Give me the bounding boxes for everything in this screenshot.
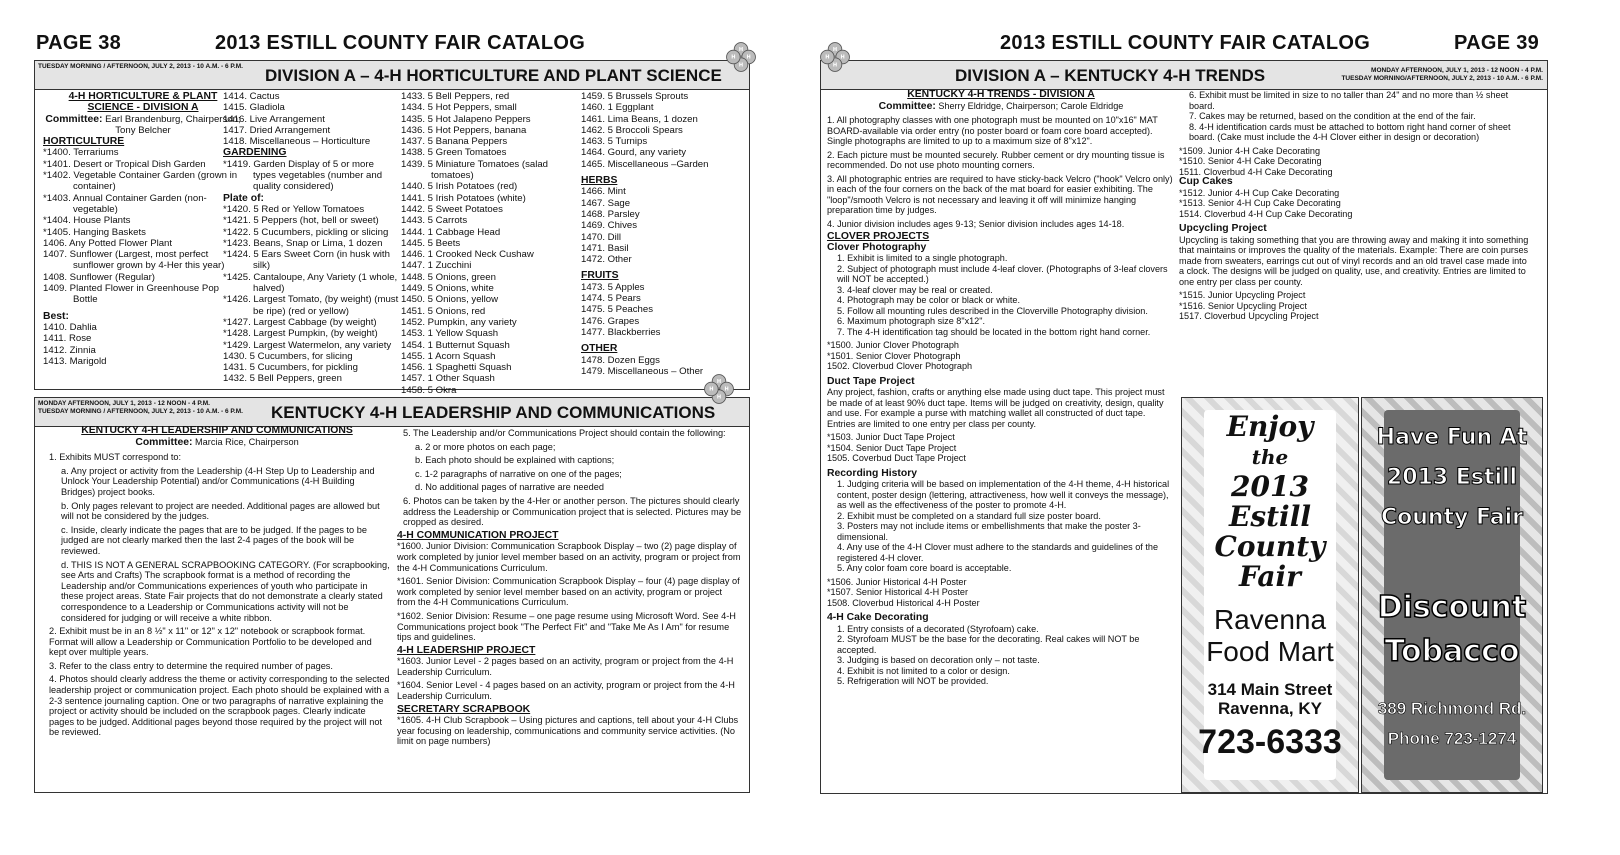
rule-text: 3. Refer to the class entry to determine the required number of pages. xyxy=(49,660,333,671)
trends-column-2 xyxy=(1179,90,1531,322)
class-entry: 1434. 5 Hot Peppers, small xyxy=(401,102,517,114)
column-heading: KENTUCKY 4-H LEADERSHIP AND COMMUNICATIONS xyxy=(81,425,353,436)
rule-text: 5. Refrigeration will NOT be provided. xyxy=(837,676,989,686)
svg-text:H: H xyxy=(832,62,838,69)
schedule-text: MONDAY AFTERNOON, JULY 1, 2013 - 12 NOON - 4 P.M. TUESDAY MORNING/AFTERNOON, JULY 2, 2013 - 10 A.M. - 6 P.M. xyxy=(1341,67,1543,82)
class-entry: 1477. Blackberries xyxy=(581,326,661,338)
class-entry: 1454. 1 Butternut Squash xyxy=(401,339,510,351)
class-list xyxy=(827,340,1175,372)
subheading: Upcycling Project xyxy=(1179,223,1267,234)
rule-text: 7. Cakes may be returned, based on the condition at the end of the fair. xyxy=(1189,111,1476,121)
rule-text: 2. Exhibit must be in an 8 ½" x 11" or 12" x 12" notebook or scrapbook format. Format will allow a Leadership or Communication Portfolio to be developed and kept over multiple years. xyxy=(49,626,372,658)
class-entry: *1515. Junior Upcycling Project xyxy=(1179,290,1306,300)
class-entry: 1445. 5 Beets xyxy=(401,237,461,249)
subheading: HORTICULTURE xyxy=(43,136,125,148)
store-name: Ravenna xyxy=(1213,604,1327,635)
section-title: DIVISION A – KENTUCKY 4-H TRENDS xyxy=(955,66,1266,85)
ad-headline: County Fair xyxy=(1380,505,1524,530)
class-entry: 1458. 5 Okra xyxy=(401,384,457,396)
class-entry: 1441. 5 Irish Potatoes (white) xyxy=(401,192,526,204)
class-list xyxy=(581,186,741,265)
class-entry: *1404. House Plants xyxy=(43,215,131,227)
class-entry: 1442. 5 Sweet Potatoes xyxy=(401,203,503,215)
subheading: FRUITS xyxy=(581,270,619,282)
class-entry: 1447. 1 Zucchini xyxy=(401,260,472,272)
rule-text: 5. The Leadership and/or Communications Project should contain the following: xyxy=(403,428,726,438)
class-entry: 1413. Marigold xyxy=(43,355,107,367)
ad-script-line: Estill xyxy=(1229,500,1311,533)
class-list xyxy=(581,282,741,338)
class-entry: 1415. Gladiola xyxy=(223,102,285,114)
discount-tobacco-ad xyxy=(1361,397,1543,793)
hort-column-3 xyxy=(401,91,581,396)
trends-section xyxy=(820,60,1548,794)
class-entry: 1478. Dozen Eggs xyxy=(581,354,660,366)
committee-text: Earl Brandenburg, Chairperson; Tony Belcher xyxy=(105,113,241,136)
class-list xyxy=(1179,188,1531,220)
rule-text: 2. Each picture must be mounted securely. Rubber cement or dry mounting tissue is recommended. Do not use photo mounting corners. xyxy=(827,149,1165,170)
svg-text:H: H xyxy=(716,379,722,386)
subheading: 4-H Cake Decorating xyxy=(827,612,929,623)
rule-text: Any project, fashion, crafts or anything else made using duct tape. This project must be made of at least 90% duct tape. Items will be judged on creativity, design, quality and use. For example a purse with matching wallet all constructed of duct tape. Entries are limited to one entry per class per county. xyxy=(827,387,1165,429)
svg-text:H: H xyxy=(709,386,714,393)
subheading: GARDENING xyxy=(223,147,287,159)
class-entry: 1407. Sunflower (Largest, most perfect sunflower grown by 4-Her this year) xyxy=(43,249,225,272)
horticulture-section xyxy=(34,60,750,396)
class-entry: 1450. 5 Onions, yellow xyxy=(401,294,499,306)
class-entry: 1406. Any Potted Flower Plant xyxy=(43,237,173,249)
class-entry: 1462. 5 Broccoli Spears xyxy=(581,124,683,136)
class-entry: 1514. Cloverbud 4-H Cup Cake Decorating xyxy=(1179,208,1353,219)
class-entry: *1600. Junior Division: Communication Scrapbook Display – two (2) page display of work completed by junior level member based on an activity, program or project from the 4-H Communications Curriculum. xyxy=(397,541,741,573)
class-entry: *1602. Senior Division: Resume – one page resume using Microsoft Word. See 4-H Communications project book "The Perfect Fit" and "Take Me As I Am" for resume tips and guidelines. xyxy=(397,610,736,643)
rule-text: 3. Judging is based on decoration only – not taste. xyxy=(837,655,1040,665)
rule-text: c. 1-2 paragraphs of narrative on one of the pages; xyxy=(415,468,622,479)
class-entry: 1412. Zinnia xyxy=(43,344,96,356)
class-entry: 1440. 5 Irish Potatoes (red) xyxy=(401,181,518,193)
rule-text: 3. All photographic entries are required to have sticky-back Velcro ("hook" Velcro only) in each of the four corners on the back of the mat board for easier exhibiting. The "loop"/smooth Velcro is not necessary and leaving it off will minimize hanging preparation time by judges. xyxy=(827,173,1173,215)
store-name: Discount xyxy=(1377,590,1527,625)
class-entry: *1500. Junior Clover Photograph xyxy=(827,340,959,350)
class-entry: *1512. Junior 4-H Cup Cake Decorating xyxy=(1179,187,1340,198)
hort-column-4 xyxy=(581,91,741,377)
class-entry: 1433. 5 Bell Peppers, red xyxy=(401,91,510,102)
svg-text:H: H xyxy=(716,394,722,401)
section-header-bar xyxy=(35,61,749,90)
store-address: Ravenna, KY xyxy=(1218,699,1322,718)
class-entry: 1432. 5 Bell Peppers, green xyxy=(223,373,342,385)
class-entry: 1437. 5 Banana Peppers xyxy=(401,136,508,148)
class-entry: *1604. Senior Level - 4 pages based on an activity, program or project from the 4-H Leadership Curriculum. xyxy=(397,680,735,702)
store-phone: Phone 723-1274 xyxy=(1387,729,1517,748)
class-entry: 1476. Grapes xyxy=(581,315,640,327)
rule-text: d. THIS IS NOT A GENERAL SCRAPBOOKING CATEGORY. (For scrapbooking, see Arts and Crafts) The scrapbook format is a method of recording the Leadership and/or Communications experiences of youth who participate in these project areas. State Fair projects that do not demonstrate a clearly stated correspondence to a Leadership or Communications activity will not be considered for judging or will receive a white ribbon. xyxy=(61,559,390,623)
class-entry: 1444. 1 Cabbage Head xyxy=(401,226,501,238)
class-entry: 1475. 5 Peaches xyxy=(581,304,654,316)
subheading: Cup Cakes xyxy=(1179,176,1233,187)
committee-text: Sherry Eldridge, Chairperson; Carole Eldridge xyxy=(938,100,1124,111)
class-entry: 1418. Miscellaneous – Horticulture xyxy=(223,136,371,148)
subheading: HERBS xyxy=(581,175,618,187)
class-entry: *1427. Largest Cabbage (by weight) xyxy=(223,316,377,328)
class-entry: *1402. Vegetable Container Garden (grown in container) xyxy=(43,170,238,193)
ad-script-line: the xyxy=(1251,445,1289,469)
class-entry: *1401. Desert or Tropical Dish Garden xyxy=(43,158,206,170)
rule-text: 3. Posters may not include items or embellishments that make the poster 3-dimensional. xyxy=(837,521,1141,542)
svg-text:H: H xyxy=(731,54,736,61)
class-entry: 1435. 5 Hot Jalapeno Peppers xyxy=(401,113,531,125)
class-entry: *1400. Terrariums xyxy=(43,147,119,159)
class-entry: 1416. Live Arrangement xyxy=(223,113,325,125)
catalog-title: 2013 ESTILL COUNTY FAIR CATALOG xyxy=(1000,32,1371,54)
catalog-title: 2013 ESTILL COUNTY FAIR CATALOG xyxy=(215,32,586,54)
rule-text: 1. Exhibits MUST correspond to: xyxy=(49,452,182,463)
class-entry: 1408. Sunflower (Regular) xyxy=(43,271,155,283)
right-page xyxy=(825,0,1620,855)
ad-script-line: County xyxy=(1214,530,1326,563)
rule-text: 5. Follow all mounting rules described in the Cloverville Photography division. xyxy=(837,305,1148,316)
hort-column-2 xyxy=(223,91,399,385)
class-entry: 1436. 5 Hot Peppers, banana xyxy=(401,124,527,136)
ad-headline: Have Fun At xyxy=(1376,425,1528,450)
rule-text: 4. Photograph may be color or black or white. xyxy=(837,295,1020,305)
column-heading: KENTUCKY 4-H TRENDS - DIVISION A xyxy=(907,89,1095,100)
class-entry: *1403. Annual Container Garden (non-vegetable) xyxy=(43,192,207,215)
class-entry: 1473. 5 Apples xyxy=(581,281,645,293)
class-entry: 1467. Sage xyxy=(581,197,631,209)
class-entry: 1453. 1 Yellow Squash xyxy=(401,328,499,340)
rule-text: 4. Photos should clearly address the theme or activity corresponding to the selected leadership project or communication project. Each photo should be explained with a 2-3 sentence journaling caption. One or two paragraphs of narrative explaining the project or activity should be included on the scrapbook pages. Clearly indicate pages to be judged. Additional pages beyond those required by the project will not be reviewed. xyxy=(49,674,390,738)
class-entry: *1428. Largest Pumpkin, (by weight) xyxy=(223,328,378,340)
leadership-column-2 xyxy=(397,428,743,750)
class-entry: 1456. 1 Spaghetti Squash xyxy=(401,362,512,374)
class-entry: 1461. Lima Beans, 1 dozen xyxy=(581,113,698,125)
svg-text:H: H xyxy=(746,54,751,61)
committee-label: Committee: xyxy=(45,113,103,125)
class-entry: 1466. Mint xyxy=(581,186,626,198)
store-name: Tobacco xyxy=(1384,634,1520,669)
store-address: 314 Main Street xyxy=(1207,680,1333,699)
class-entry: 1505. Coverbud Duct Tape Project xyxy=(827,453,966,463)
class-entry: 1438. 5 Green Tomatoes xyxy=(401,147,507,159)
class-entry: 1409. Planted Flower in Greenhouse Pop Bottle xyxy=(43,283,219,306)
class-entry: *1503. Junior Duct Tape Project xyxy=(827,432,955,442)
class-entry: 1511. Cloverbud 4-H Cake Decorating xyxy=(1179,166,1333,177)
class-entry: *1426. Largest Tomato, (by weight) (must be ripe) (red or yellow) xyxy=(223,294,399,317)
class-entry: *1419. Garden Display of 5 or more types vegetables (number and quality considered) xyxy=(223,158,383,193)
class-entry: 1469. Chives xyxy=(581,220,637,232)
class-entry: *1429. Largest Watermelon, any variety xyxy=(223,339,392,351)
class-entry: *1424. 5 Ears Sweet Corn (in husk with silk) xyxy=(223,249,390,272)
subheading: Plate of: xyxy=(223,192,264,204)
subheading: Best: xyxy=(43,310,69,322)
class-entry: 1431. 5 Cucumbers, for pickling xyxy=(223,362,358,374)
subheading: Recording History xyxy=(827,467,918,479)
class-list xyxy=(223,204,399,385)
rule-text: a. 2 or more photos on each page; xyxy=(415,441,556,452)
rule-text: 7. The 4-H identification tag should be located in the bottom right hand corner. xyxy=(837,326,1151,337)
rule-text: 6. Maximum photograph size 8"x12". xyxy=(837,316,985,326)
rule-text: d. No additional pages of narrative are needed xyxy=(415,482,604,493)
rule-text: 3. 4-leaf clover may be real or created. xyxy=(837,284,993,295)
class-list xyxy=(223,91,399,147)
class-entry: 1439. 5 Miniature Tomatoes (salad tomatoes) xyxy=(401,158,549,182)
class-entry: *1422. 5 Cucumbers, pickling or slicing xyxy=(223,226,389,238)
rule-text: b. Each photo should be explained with captions; xyxy=(415,455,615,466)
hort-column-1 xyxy=(43,91,243,367)
class-entry: 1471. Basil xyxy=(581,242,629,254)
svg-text:H: H xyxy=(825,54,830,61)
section-header-bar xyxy=(821,61,1547,90)
ad-script-line: Fair xyxy=(1239,560,1301,593)
class-list xyxy=(401,91,581,396)
class-entry: 1457. 1 Other Squash xyxy=(401,373,495,385)
page-number: PAGE 38 xyxy=(36,32,122,54)
class-entry: *1509. Junior 4-H Cake Decorating xyxy=(1179,145,1321,156)
class-entry: 1468. Parsley xyxy=(581,208,640,220)
clover-logo-icon xyxy=(702,372,736,406)
section-title: KENTUCKY 4-H LEADERSHIP AND COMMUNICATIONS xyxy=(271,403,716,422)
svg-text:H: H xyxy=(738,62,744,69)
class-entry: *1421. 5 Peppers (hot, bell or sweet) xyxy=(223,215,379,227)
column-heading: SCIENCE - DIVISION A xyxy=(87,102,199,114)
rule-text: 2. Styrofoam MUST be the base for the decorating. Real cakes will NOT be accepted. xyxy=(837,634,1140,655)
schedule-text: MONDAY AFTERNOON, JULY 1, 2013 - 12 NOON - 4 P.M. TUESDAY MORNING / AFTERNOON, JULY 2, 2013 - 10 A.M. - 6 P.M. xyxy=(38,400,243,415)
rule-text: 6. Exhibit must be limited in size to no taller than 24" and no more than ½ sheet board. xyxy=(1189,90,1509,111)
rule-text: 2. Subject of photograph must include 4-leaf clover. (Photographs of 3-leaf clovers will NOT be accepted.) xyxy=(837,263,1168,284)
section-header-bar xyxy=(35,398,749,427)
class-entry: *1504. Senior Duct Tape Project xyxy=(827,442,957,453)
class-entry: 1472. Other xyxy=(581,254,632,266)
class-entry: 1449. 5 Onions, white xyxy=(401,283,494,295)
rule-text: Upcycling is taking something that you are throwing away and making it into something that maintains or improves the quality of the materials. Example: There are coin purses made from sweaters, earrings cut out of vinyl records and an old travel case made into a clock. The designs will be judged on quality, use, and creativity. Entries are limited to one entry per class per county. xyxy=(1179,234,1529,287)
class-list xyxy=(43,322,243,367)
ad-headline: 2013 Estill xyxy=(1386,465,1518,490)
class-entry: *1605. 4-H Club Scrapbook – Using pictures and captions, tell about your 4-H Clubs year focusing on leadership, communications and community service activities. (No limit on page numbers) xyxy=(397,715,739,747)
class-entry: 1446. 1 Crooked Neck Cushaw xyxy=(401,249,534,261)
class-entry: 1443. 5 Carrots xyxy=(401,215,468,227)
section-title: DIVISION A – 4-H HORTICULTURE AND PLANT SCIENCE xyxy=(265,66,722,85)
class-entry: *1506. Junior Historical 4-H Poster xyxy=(827,576,967,587)
svg-text:H: H xyxy=(724,386,729,393)
rule-text: b. Only pages relevant to project are needed. Additional pages are allowed but will not be considered by the judges. xyxy=(61,500,380,522)
rule-text: 1. All photography classes with one photograph must be mounted on 10"x16" MAT BOARD-available via order entry (no poster board or foam core board accepted). Single photographs are limited to up to a maximum size of 8"x12". xyxy=(827,115,1158,146)
class-entry: *1513. Senior 4-H Cup Cake Decorating xyxy=(1179,198,1341,208)
subheading: OTHER xyxy=(581,343,618,355)
class-entry: 1479. Miscellaneous – Other xyxy=(581,365,704,377)
committee-label: Committee: xyxy=(878,100,936,112)
rule-text: 4. Junior division includes ages 9-13; Senior division includes ages 14-18. xyxy=(827,218,1125,229)
subheading: CLOVER PROJECTS xyxy=(827,231,930,242)
rule-text: 5. Any color foam core board is acceptable. xyxy=(837,563,1012,573)
rule-text: 4. Exhibit is not limited to a color or design. xyxy=(837,665,1010,676)
committee-label: Committee: xyxy=(135,436,193,448)
class-entry: *1507. Senior Historical 4-H Poster xyxy=(827,587,969,597)
class-entry: 1459. 5 Brussels Sprouts xyxy=(581,91,689,102)
class-entry: *1420. 5 Red or Yellow Tomatoes xyxy=(223,203,365,215)
class-list xyxy=(581,91,741,170)
rule-text: 1. Exhibit is limited to a single photograph. xyxy=(837,253,1008,263)
class-entry: 1448. 5 Onions, green xyxy=(401,271,496,283)
class-entry: *1603. Junior Level - 2 pages based on an activity, program or project from the 4-H Leadership Curriculum. xyxy=(397,656,734,677)
class-entry: *1510. Senior 4-H Cake Decorating xyxy=(1179,156,1322,166)
class-entry: 1508. Cloverbud Historical 4-H Poster xyxy=(827,597,980,608)
class-entry: *1501. Senior Clover Photograph xyxy=(827,350,961,361)
rule-text: a. Any project or activity from the Leadership (4-H Step Up to Leadership and Unlock Your Leadership Potential) and/or Communications (4-H Building Bridges) project books. xyxy=(61,465,375,497)
class-entry: 1455. 1 Acorn Squash xyxy=(401,350,496,362)
class-entry: 1411. Rose xyxy=(43,333,92,345)
class-entry: *1405. Hanging Baskets xyxy=(43,226,146,238)
class-entry: 1460. 1 Eggplant xyxy=(581,102,654,114)
class-entry: 1517. Cloverbud Upcycling Project xyxy=(1179,311,1319,321)
class-list xyxy=(1179,146,1531,178)
committee-text: Marcia Rice, Chairperson xyxy=(195,436,299,447)
store-phone: 723-6333 xyxy=(1198,723,1342,761)
svg-text:H: H xyxy=(738,47,744,54)
class-entry: 1414. Cactus xyxy=(223,91,280,102)
page-number: PAGE 39 xyxy=(1454,32,1540,54)
class-entry: 1464. Gourd, any variety xyxy=(581,147,687,159)
class-list xyxy=(827,432,1175,464)
svg-text:H: H xyxy=(840,54,845,61)
rule-text: 1. Judging criteria will be based on implementation of the 4-H theme, 4-H historical content, poster design (lettering, attractiveness, how well it conveys the message), as well as the effectiveness of the poster to promote 4-H. xyxy=(837,479,1170,510)
class-list xyxy=(43,147,243,305)
clover-logo-icon xyxy=(818,40,852,74)
rule-text: 4. Any use of the 4-H Clover must adhere to the standards and guidelines of the registered 4-H clover. xyxy=(837,542,1159,563)
leadership-section xyxy=(34,397,750,793)
store-address: 389 Richmond Rd. xyxy=(1377,699,1527,718)
rule-text: 1. Entry consists of a decorated (Styrofoam) cake. xyxy=(837,623,1039,634)
class-entry: *1425. Cantaloupe, Any Variety (1 whole, halved) xyxy=(223,271,398,295)
ravenna-food-mart-ad xyxy=(1181,397,1359,793)
class-entry: 1417. Dried Arrangement xyxy=(223,124,331,136)
class-entry: 1430. 5 Cucumbers, for slicing xyxy=(223,350,353,362)
left-page xyxy=(0,0,800,855)
class-entry: *1516. Senior Upcycling Project xyxy=(1179,300,1307,311)
schedule-text: TUESDAY MORNING / AFTERNOON, JULY 2, 2013 - 10 A.M. - 6 P.M. xyxy=(38,63,243,70)
class-entry: 1470. Dill xyxy=(581,231,621,243)
rule-text: 2. Exhibit must be completed on a standard full size poster board. xyxy=(837,510,1101,521)
rule-text: c. Inside, clearly indicate the pages that are to be judged. If the pages to be judged are not clearly marked then the last 2-4 pages of the book will be reviewed. xyxy=(61,524,367,556)
subheading: 4-H COMMUNICATION PROJECT xyxy=(397,529,559,541)
trends-column-1 xyxy=(827,90,1175,687)
subheading: Duct Tape Project xyxy=(827,375,915,387)
store-name: Food Mart xyxy=(1206,636,1334,667)
class-entry: 1465. Miscellaneous –Garden xyxy=(581,158,709,170)
class-entry: 1463. 5 Turnips xyxy=(581,136,648,148)
subheading: Clover Photography xyxy=(827,241,927,253)
class-list xyxy=(1179,290,1531,322)
rule-text: 6. Photos can be taken by the 4-Her or another person. The pictures should clearly address the Leadership or Communication project that is selected. Pictures may be cropped as desired. xyxy=(403,495,742,528)
ad-script-line: Enjoy xyxy=(1226,410,1314,443)
class-entry: 1452. Pumpkin, any variety xyxy=(401,316,517,328)
class-list xyxy=(827,577,1175,609)
ad-script-line: 2013 xyxy=(1231,470,1309,503)
subheading: 4-H LEADERSHIP PROJECT xyxy=(397,644,536,656)
class-entry: 1410. Dahlia xyxy=(43,321,97,333)
class-entry: *1423. Beans, Snap or Lima, 1 dozen xyxy=(223,237,383,249)
class-entry: *1601. Senior Division: Communication Scrapbook Display – four (4) page display of work completed by senior level member based on an activity, program or project from the 4-H Communications Curriculum. xyxy=(397,576,740,608)
clover-logo-icon xyxy=(724,40,758,74)
class-entry: 1502. Cloverbud Clover Photograph xyxy=(827,361,973,371)
class-entry: 1451. 5 Onions, red xyxy=(401,305,486,317)
class-list xyxy=(223,159,399,193)
leadership-column-1 xyxy=(43,426,391,741)
rule-text: 8. 4-H identification cards must be attached to bottom right hand corner of sheet board. (Cake must include the 4-H Clover either in design or decoration) xyxy=(1189,121,1511,142)
column-heading: 4-H HORTICULTURE & PLANT xyxy=(68,91,218,102)
svg-text:H: H xyxy=(832,47,838,54)
subheading: SECRETARY SCRAPBOOK xyxy=(397,703,531,715)
class-entry: 1474. 5 Pears xyxy=(581,293,641,305)
